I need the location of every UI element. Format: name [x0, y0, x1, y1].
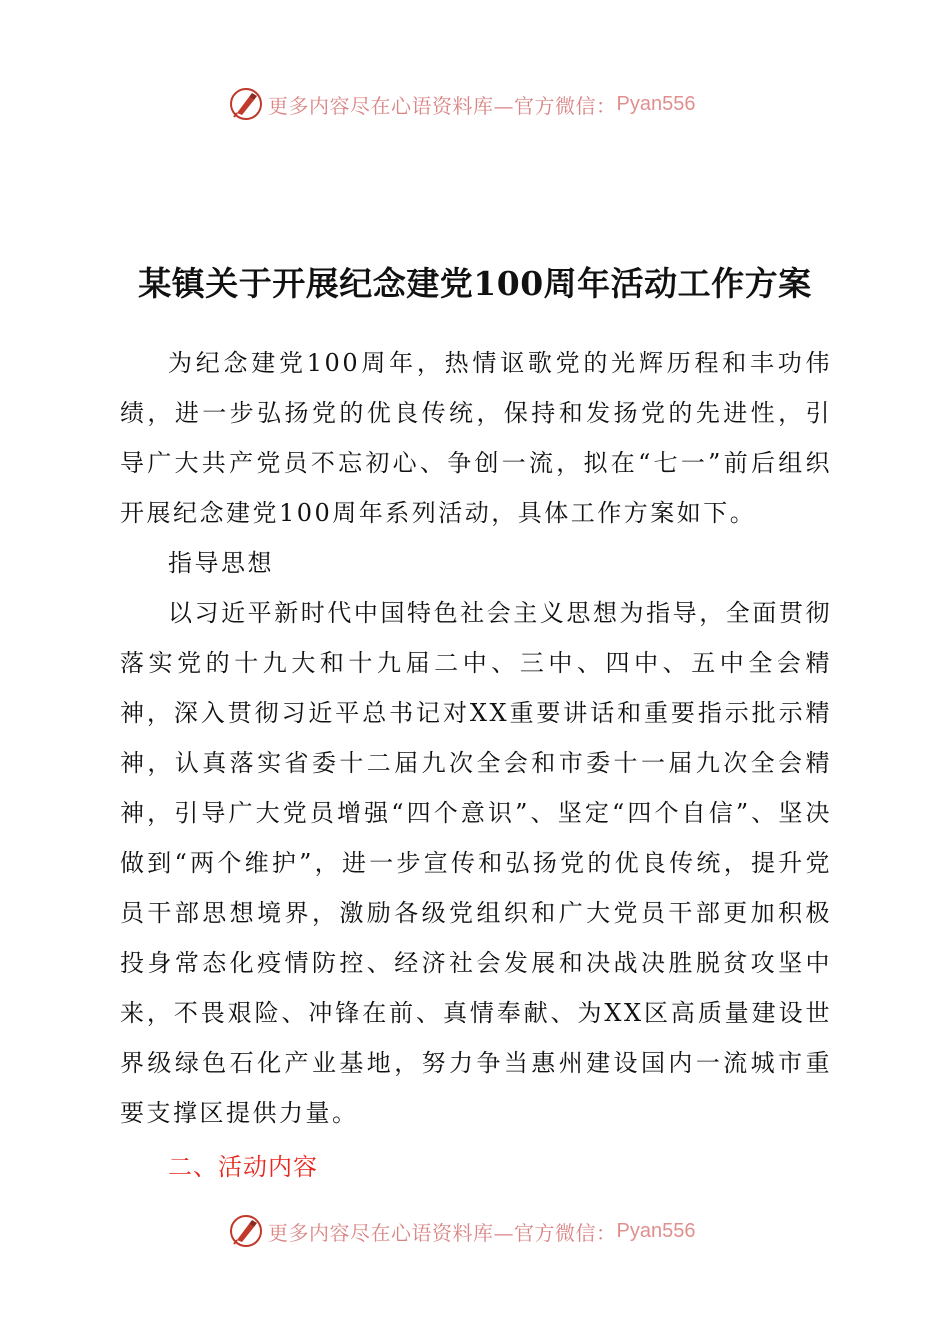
watermark-wechat-id: Pyan556 [616, 1219, 696, 1242]
watermark-text: 更多内容尽在心语资料库—官方微信： [268, 1220, 617, 1245]
section-heading-guiding-ideology: 指导思想 [168, 549, 274, 577]
watermark-text: 更多内容尽在心语资料库—官方微信： [268, 93, 617, 118]
intro-paragraph: 为纪念建党100周年，热情讴歌党的光辉历程和丰功伟绩，进一步弘扬党的优良传统，保持和发扬党的先进性，引导广大共产党员不忘初心、争创一流，拟在“七一”前后组织开展纪念建党100周年系列活动，具体工作方案如下。 [120, 349, 832, 527]
guiding-ideology-paragraph: 以习近平新时代中国特色社会主义思想为指导，全面贯彻落实党的十九大和十九届二中、三中、四中、五中全会精神，深入贯彻习近平总书记对XX重要讲话和重要指示批示精神，认真落实省委十二届九次全会和市委十一届九次全会精神，引导广大党员增强“四个意识”、坚定“四个自信”、坚决做到“两个维护”，进一步宣传和弘扬党的优良传统，提升党员干部思想境界，激励各级党组织和广大党员干部更加积极投身常态化疫情防控、经济社会发展和决战决胜脱贫攻坚中来，不畏艰险、冲锋在前、真情奉献、为XX区高质量建设世界级绿色石化产业基地，努力争当惠州建设国内一流城市重要支撑区提供力量。 [120, 599, 832, 1127]
header-watermark [228, 84, 695, 124]
document-title: 某镇关于开展纪念建党100周年活动工作方案 [138, 264, 812, 303]
document-body [120, 338, 832, 1192]
pen-nib-icon [228, 1213, 264, 1249]
footer-watermark [228, 1211, 695, 1251]
section-heading-activity-content: 二、活动内容 [168, 1153, 318, 1181]
watermark-wechat-id: Pyan556 [616, 92, 696, 115]
pen-nib-icon [228, 86, 264, 122]
